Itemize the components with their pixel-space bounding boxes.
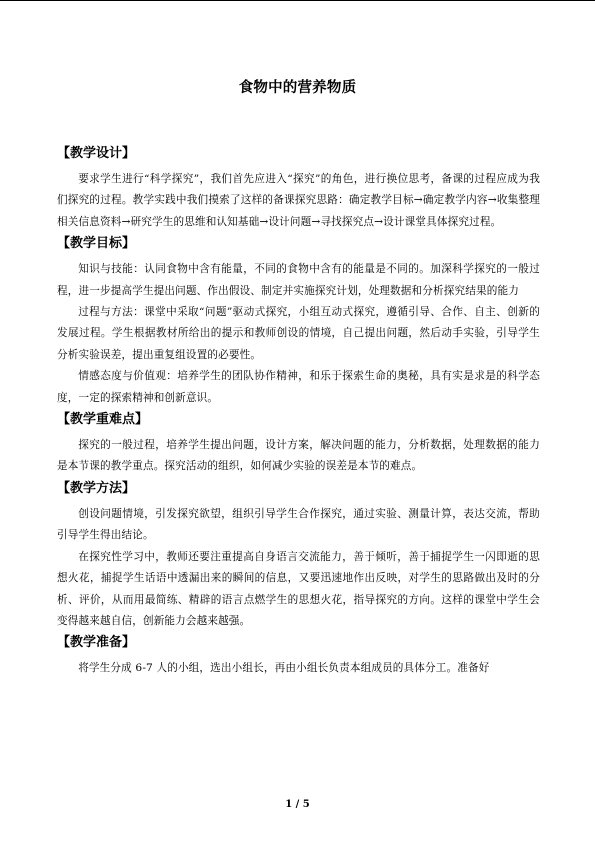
paragraph: 要求学生进行“科学探究”，我们首先应进入“探究”的角色，进行换位思考，备课的过程应成为我们探究的过程。教学实践中我们摸索了这样的备课探究思路：确定教学目标→确定教学内容→收集整理相关信息资料→研究学生的思维和认知基础→设计问题→寻找探究点→设计课堂具体探究过程。: [57, 173, 540, 228]
document-title: 食物中的营养物质: [238, 80, 357, 96]
paragraph: 探究的一般过程，培养学生提出问题，设计方案，解决问题的能力，分析数据，处理数据的能力是本节课的教学重点。探究活动的组织，如何减少实验的误差是本节的难点。: [57, 439, 540, 473]
top-border-line: [0, 0, 595, 1]
paragraph: 将学生分成 6-7 人的小组，选出小组长，再由小组长负责本组成员的具体分工。准备好: [78, 662, 490, 675]
section-teaching-goals: [57, 233, 540, 409]
section-teaching-design: [57, 143, 540, 233]
paragraph: 过程与方法：课堂中采取“问题”驱动式探究，小组互动式探究，遵循引导、合作、自主、创新的发展过程。学生根据教材所给出的提示和教师创设的情境，自己提出问题，然后动手实验，引导学生分析实验误差，提出重复组设置的必要性。: [57, 306, 540, 361]
page-number: 1 / 5: [285, 799, 310, 810]
document-body: [57, 143, 540, 680]
section-heading: 【教学重难点】: [57, 412, 149, 428]
paragraph: 情感态度与价值观：培养学生的团队协作精神，和乐于探索生命的奥秘，具有实是求是的科学态度，一定的探索精神和创新意识。: [57, 370, 540, 404]
section-teaching-preparation: [57, 632, 540, 679]
paragraph: 在探究性学习中，教师还要注重提高自身语言交流能力，善于倾听，善于捕捉学生一闪即逝的思想火花，捕捉学生话语中透漏出来的瞬间的信息，又要迅速地作出反映，对学生的思路做出及时的分析、评价，从而用最简练、精辟的语言点燃学生的思想火花，指导探究的方向。这样的课堂中学生会变得越来越自信，创新能力会越来越强。: [57, 550, 540, 627]
section-teaching-methods: [57, 478, 540, 632]
section-heading: 【教学方法】: [57, 480, 136, 496]
section-heading: 【教学准备】: [57, 635, 136, 651]
paragraph: 知识与技能：认同食物中含有能量，不同的食物中含有的能量是不同的。加深科学探究的一般过程，进一步提高学生提出问题、作出假设、制定并实施探究计划，处理数据和分析探究结果的能力: [57, 263, 540, 297]
section-heading: 【教学设计】: [57, 146, 136, 161]
paragraph: 创设问题情境，引发探究欲望，组织引导学生合作探究，通过实验、测量计算，表达交流，帮助引导学生得出结论。: [57, 507, 540, 542]
section-heading: 【教学目标】: [57, 236, 136, 252]
section-key-difficulties: [57, 409, 540, 478]
